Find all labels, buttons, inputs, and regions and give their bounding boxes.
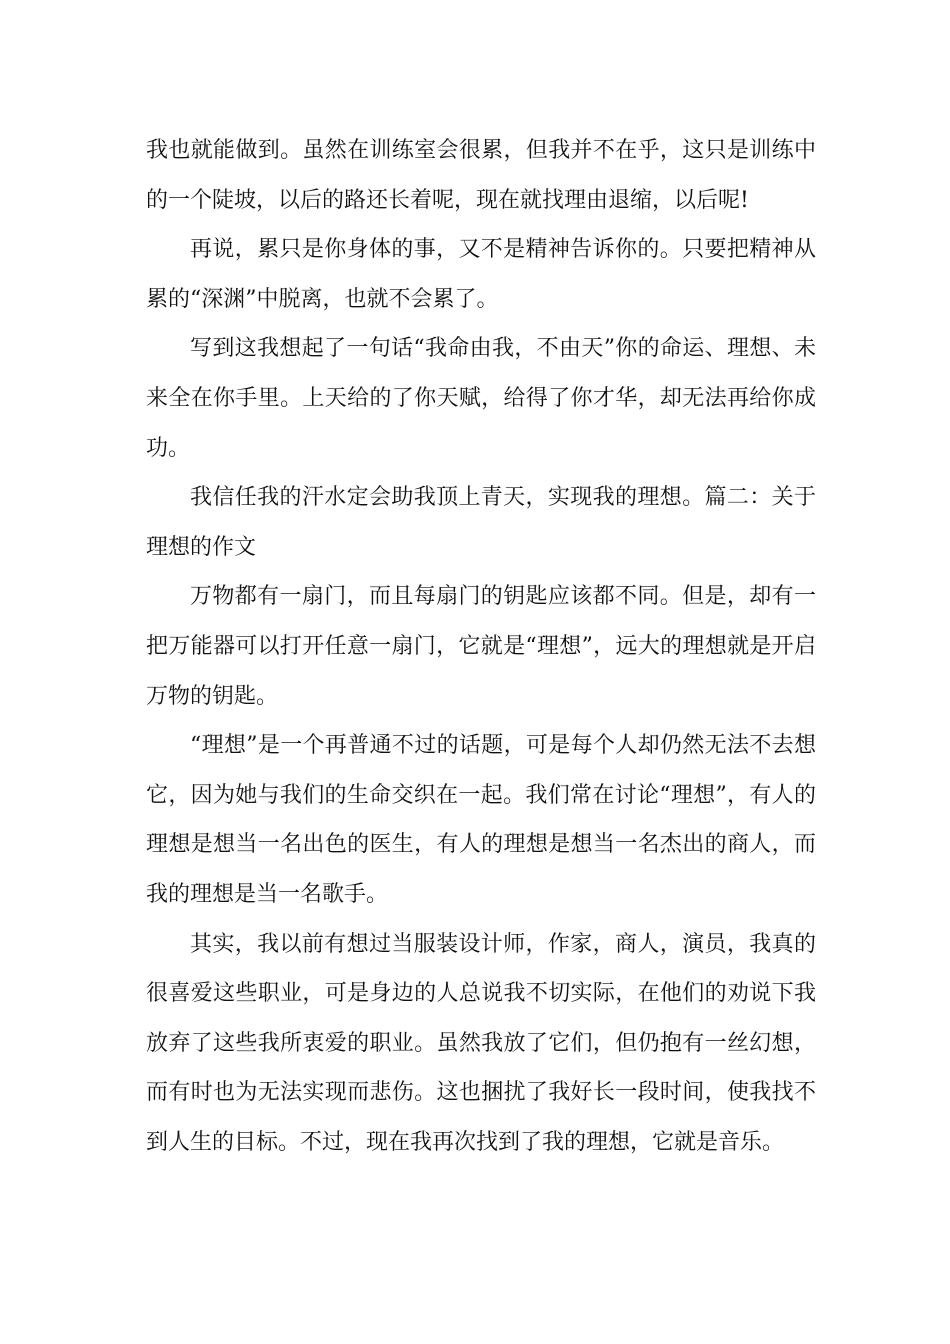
document-body <box>146 126 816 1167</box>
paragraph-1: 我也就能做到。虽然在训练室会很累，但我并不在乎，这只是训练中的一个陡坡，以后的路还长着呢，现在就找理由退缩，以后呢! <box>146 138 816 213</box>
paragraph-6: “理想”是一个再普通不过的话题，可是每个人却仍然无法不去想它，因为她与我们的生命交织在一起。我们常在讨论“理想”，有人的理想是想当一名出色的医生，有人的理想是想当一名杰出的商人，而我的理想是当一名歌手。 <box>146 733 816 907</box>
paragraph-3: 写到这我想起了一句话“我命由我，不由天”你的命运、理想、未来全在你手里。上天给的了你天赋，给得了你才华，却无法再给你成功。 <box>146 336 816 461</box>
paragraph-5: 万物都有一扇门，而且每扇门的钥匙应该都不同。但是，却有一把万能器可以打开任意一扇门，它就是“理想”，远大的理想就是开启万物的钥匙。 <box>146 584 816 709</box>
paragraph-7: 其实，我以前有想过当服装设计师，作家，商人，演员，我真的很喜爱这些职业，可是身边的人总说我不切实际，在他们的劝说下我放弃了这些我所衷爱的职业。虽然我放了它们，但仍抱有一丝幻想，而有时也为无法实现而悲伤。这也捆扰了我好长一段时间，使我找不到人生的目标。不过，现在我再次找到了我的理想，它就是音乐。 <box>146 931 816 1155</box>
paragraph-2: 再说，累只是你身体的事，又不是精神告诉你的。只要把精神从累的“深渊”中脱离，也就不会累了。 <box>146 237 816 312</box>
paragraph-4: 我信任我的汗水定会助我顶上青天，实现我的理想。篇二：关于理想的作文 <box>146 485 816 560</box>
